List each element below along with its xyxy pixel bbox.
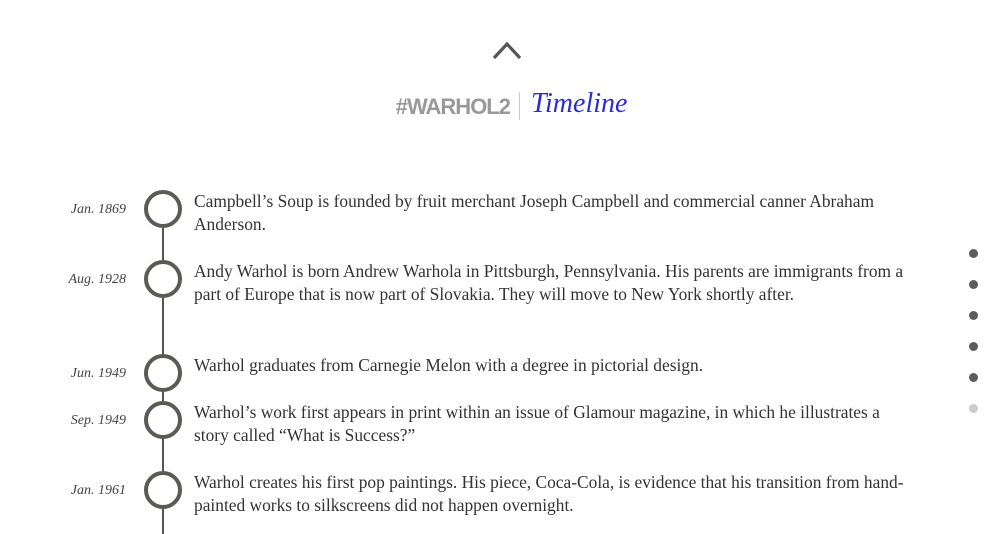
event-description: Campbell’s Soup is founded by fruit merchant Joseph Campbell and commercial canner Abraham Anderson. [194,191,874,235]
event-date: Sep. 1949 [70,413,126,428]
event-date: Aug. 1928 [68,272,126,287]
timeline-marker [144,190,182,228]
section-dot-nav [969,249,981,435]
event-date: Jan. 1961 [70,483,126,498]
nav-dot[interactable] [969,280,978,289]
timeline-marker [144,471,182,509]
event-description: Warhol creates his first pop paintings. His piece, Coca-Cola, is evidence that his transition from hand-painted works to silkscreens did not happen overnight. [194,472,904,516]
event-date: Jun. 1949 [70,366,126,381]
header-divider [519,92,520,120]
section-title: Timeline [531,88,628,119]
nav-dot[interactable] [969,342,978,351]
timeline-marker [144,401,182,439]
timeline-marker [144,260,182,298]
page-header [0,88,1008,128]
nav-dot[interactable] [969,404,978,413]
event-description: Andy Warhol is born Andrew Warhola in Pittsburgh, Pennsylvania. His parents are immigrants from a part of Europe that is now part of Slovakia. They will move to New York shortly after. [194,261,904,305]
nav-dot[interactable] [969,373,978,382]
event-description: Warhol’s work first appears in print within an issue of Glamour magazine, in which he illustrates a story called “What is Success?” [194,402,880,446]
nav-dot[interactable] [969,249,978,258]
event-date: Jan. 1869 [70,202,126,217]
chevron-up-icon[interactable] [490,38,524,62]
nav-dot[interactable] [969,311,978,320]
brand-logo: #WARHOL2 [395,94,510,119]
timeline-marker [144,354,182,392]
event-description: Warhol graduates from Carnegie Melon with a degree in pictorial design. [194,355,704,375]
